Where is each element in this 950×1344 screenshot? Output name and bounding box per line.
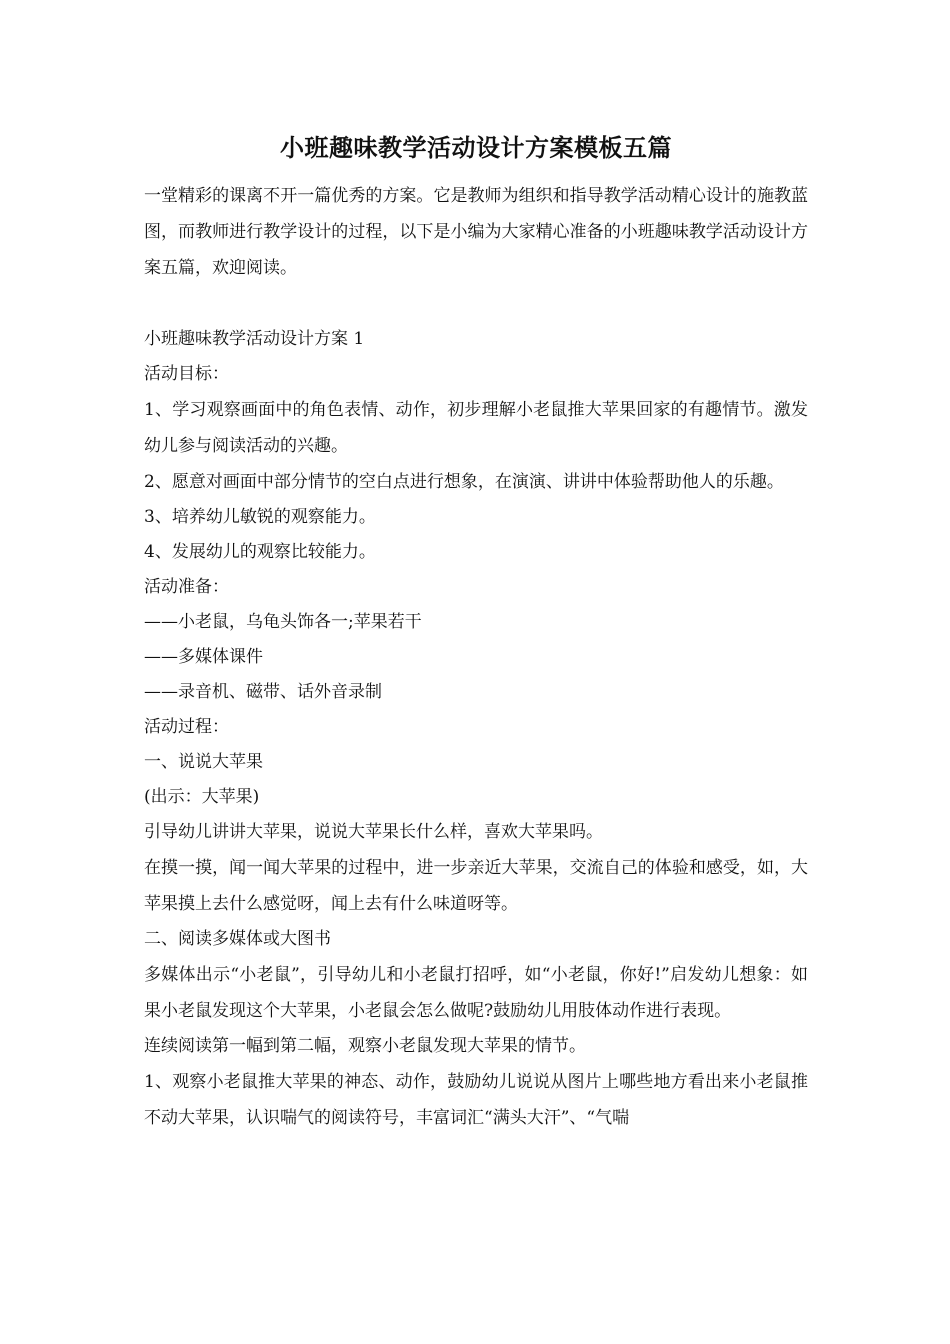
step2-paragraph-1: 多媒体出示“小老鼠”，引导幼儿和小老鼠打招呼，如“小老鼠，你好!”启发幼儿想象：如果小老鼠发现这个大苹果，小老鼠会怎么做呢?鼓励幼儿用肢体动作进行表现。: [144, 965, 808, 1021]
step1-paragraph-1: 引导幼儿讲讲大苹果，说说大苹果长什么样，喜欢大苹果吗。: [144, 822, 603, 842]
step2-paragraph-3: 1、观察小老鼠推大苹果的神态、动作，鼓励幼儿说说从图片上哪些地方看出来小老鼠推不动大苹果，认识喘气的阅读符号，丰富词汇“满头大汗”、“气喘: [144, 1072, 808, 1128]
goal-item-1: 1、学习观察画面中的角色表情、动作，初步理解小老鼠推大苹果回家的有趣情节。激发幼儿参与阅读活动的兴趣。: [144, 400, 808, 456]
document-body: [144, 128, 808, 1136]
step1-show: (出示：大苹果): [144, 787, 260, 807]
prep-item-2: ——多媒体课件: [144, 647, 263, 667]
prep-item-3: ——录音机、磁带、话外音录制: [144, 682, 382, 702]
goal-item-3: 3、培养幼儿敏锐的观察能力。: [144, 507, 376, 527]
goal-item-4: 4、发展幼儿的观察比较能力。: [144, 542, 376, 562]
goal-item-2: 2、愿意对画面中部分情节的空白点进行想象，在演演、讲讲中体验帮助他人的乐趣。: [144, 472, 784, 492]
prep-item-1: ——小老鼠，乌龟头饰各一;苹果若干: [144, 612, 422, 632]
section-title: 小班趣味教学活动设计方案 1: [144, 329, 365, 349]
step2-paragraph-2: 连续阅读第一幅到第二幅，观察小老鼠发现大苹果的情节。: [144, 1036, 586, 1056]
intro-paragraph: 一堂精彩的课离不开一篇优秀的方案。它是教师为组织和指导教学活动精心设计的施教蓝图，而教师进行教学设计的过程，以下是小编为大家精心准备的小班趣味教学活动设计方案五篇，欢迎阅读。: [144, 186, 808, 278]
step1-heading: 一、说说大苹果: [144, 752, 263, 772]
step2-heading: 二、阅读多媒体或大图书: [144, 929, 331, 949]
step1-paragraph-2: 在摸一摸，闻一闻大苹果的过程中，进一步亲近大苹果，交流自己的体验和感受，如，大苹果摸上去什么感觉呀，闻上去有什么味道呀等。: [144, 858, 808, 914]
page-title: 小班趣味教学活动设计方案模板五篇: [280, 133, 672, 162]
goals-heading: 活动目标：: [144, 364, 229, 384]
process-heading: 活动过程：: [144, 717, 229, 737]
prep-heading: 活动准备：: [144, 577, 229, 597]
